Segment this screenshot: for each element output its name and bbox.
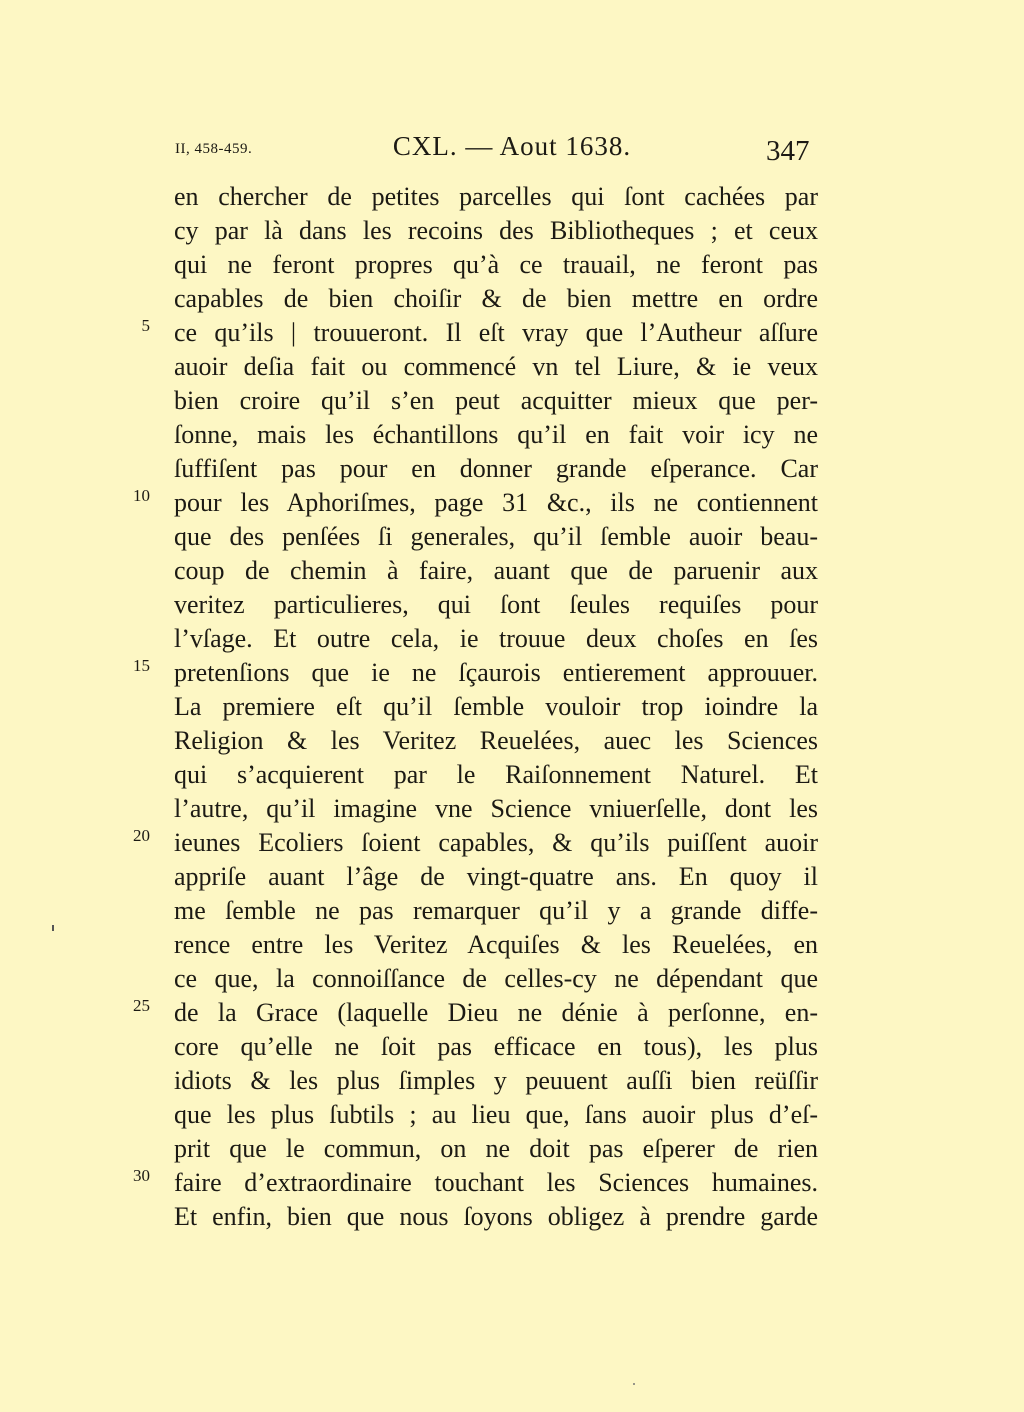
text-line: auoir deſia fait ou commencé vn tel Liure, & ie veux <box>174 352 818 381</box>
body-text <box>174 180 818 1234</box>
line-number: 10 <box>133 486 150 505</box>
text-line: bien croire qu’il s’en peut acquitter mieux que per- <box>174 386 818 415</box>
page-number: 347 <box>766 135 810 167</box>
text-line: ce qu’ils | trouueront. Il eſt vray que l’Autheur aſſure <box>174 318 818 347</box>
text-line: qui s’acquierent par le Raiſonnement Naturel. Et <box>174 760 818 789</box>
text-line: que des penſées ſi generales, qu’il ſemble auoir beau- <box>174 522 818 551</box>
text-line: en chercher de petites parcelles qui ſont cachées par <box>174 182 818 211</box>
text-line: l’autre, qu’il imagine vne Science vniuerſelle, dont les <box>174 794 818 823</box>
text-line: Religion & les Veritez Reuelées, auec les Sciences <box>174 726 818 755</box>
text-line: qui ne feront propres qu’à ce trauail, ne feront pas <box>174 250 818 279</box>
text-line: La premiere eſt qu’il ſemble vouloir trop ioindre la <box>174 692 818 721</box>
text-line: pretenſions que ie ne ſçaurois entierement approuuer. <box>174 658 818 687</box>
text-line: veritez particulieres, qui ſont ſeules requiſes pour <box>174 590 818 619</box>
text-line: coup de chemin à faire, auant que de paruenir aux <box>174 556 818 585</box>
line-number: 20 <box>133 826 150 845</box>
text-line: pour les Aphoriſmes, page 31 &c., ils ne contiennent <box>174 488 818 517</box>
line-number: 15 <box>133 656 150 675</box>
text-line: Et enfin, bien que nous ſoyons obligez à prendre garde <box>174 1202 818 1231</box>
text-line: appriſe auant l’âge de vingt-quatre ans. En quoy il <box>174 862 818 891</box>
volume-reference: II, 458-459. <box>175 141 253 157</box>
line-number: 30 <box>133 1166 150 1185</box>
letter-heading: CXL. — Aout 1638. <box>392 131 632 161</box>
text-line: ieunes Ecoliers ſoient capables, & qu’ils puiſſent auoir <box>174 828 818 857</box>
text-line: que les plus ſubtils ; au lieu que, ſans auoir plus d’eſ- <box>174 1100 818 1129</box>
text-line: cy par là dans les recoins des Bibliotheques ; et ceux <box>174 216 818 245</box>
text-line: core qu’elle ne ſoit pas efficace en tous), les plus <box>174 1032 818 1061</box>
text-line: idiots & les plus ſimples y peuuent auſſi bien reüſſir <box>174 1066 818 1095</box>
text-line: l’vſage. Et outre cela, ie trouue deux choſes en ſes <box>174 624 818 653</box>
text-line: prit que le commun, on ne doit pas eſperer de rien <box>174 1134 818 1163</box>
margin-mark <box>52 925 54 931</box>
text-line: rence entre les Veritez Acquiſes & les Reuelées, en <box>174 930 818 959</box>
text-line: de la Grace (laquelle Dieu ne dénie à perſonne, en- <box>174 998 818 1027</box>
page-speck <box>633 1383 635 1385</box>
text-line: capables de bien choiſir & de bien mettre en ordre <box>174 284 818 313</box>
text-line: ce que, la connoiſſance de celles-cy ne dépendant que <box>174 964 818 993</box>
line-number: 5 <box>141 316 150 335</box>
text-line: faire d’extraordinaire touchant les Sciences humaines. <box>174 1168 818 1197</box>
text-line: ſuffiſent pas pour en donner grande eſperance. Car <box>174 454 818 483</box>
line-number: 25 <box>133 996 150 1015</box>
text-line: me ſemble ne pas remarquer qu’il y a grande diffe- <box>174 896 818 925</box>
text-line: ſonne, mais les échantillons qu’il en fait voir icy ne <box>174 420 818 449</box>
